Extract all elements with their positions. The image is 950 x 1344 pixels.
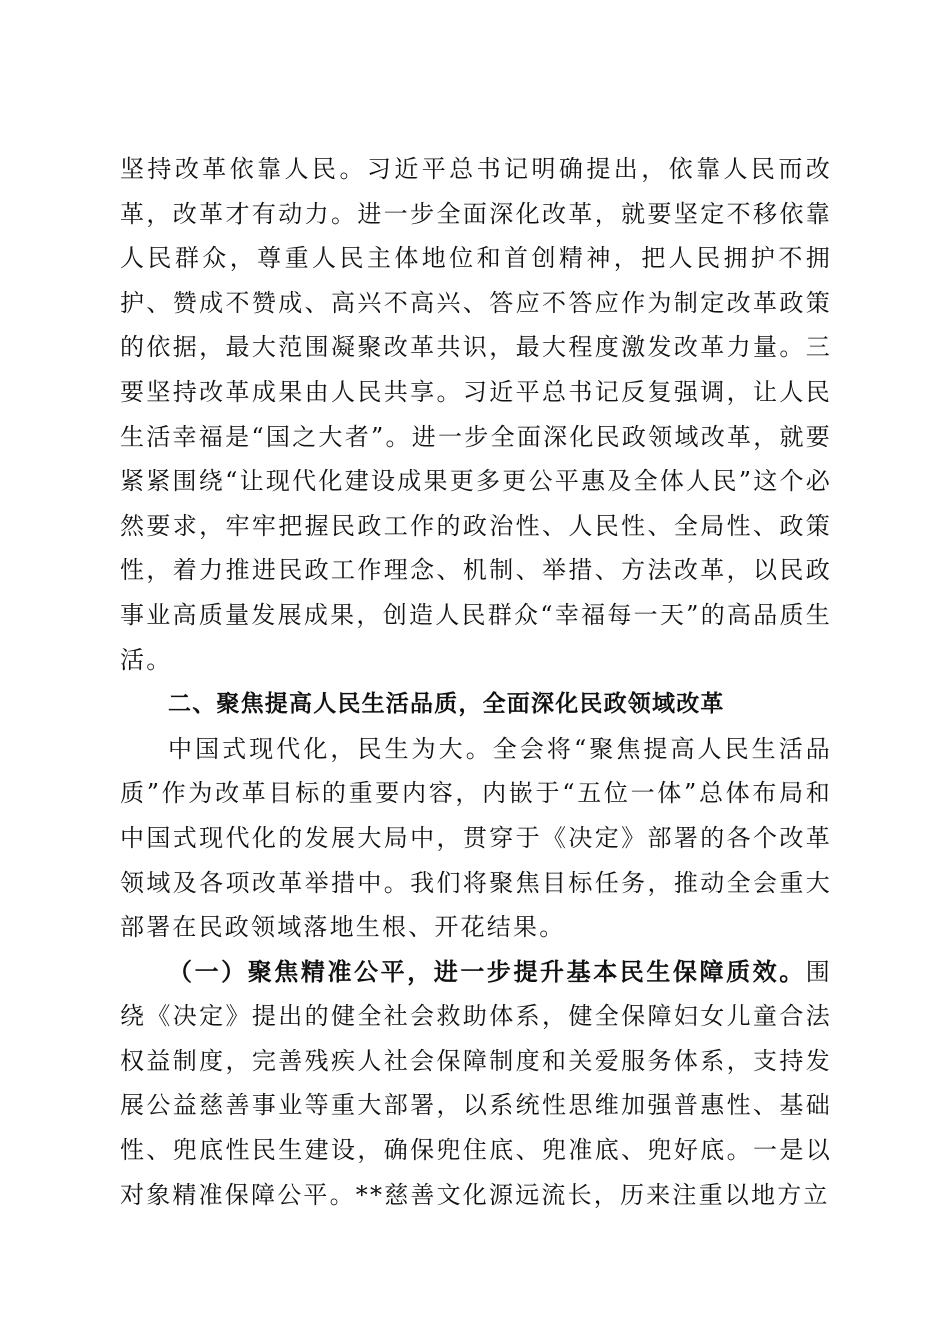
paragraph-subsection-one [120,950,832,1218]
document-body [120,147,832,1217]
subsection-one-body: 围绕《决定》提出的健全社会救助体系，健全保障妇女儿童合法权益制度，完善残疾人社会保障制度和关爱服务体系，支持发展公益慈善事业等重大部署，以系统性思维加强普惠性、基础性、兜底性民生建设，确保兜住底、兜准底、兜好底。一是以对象精准保障公平。**慈善文化源远流长，历来注重以地方立 [120,957,832,1209]
subsection-one-lead: （一）聚焦精准公平，进一步提升基本民生保障质效。 [168,957,806,986]
paragraph-reform-relies-on-people: 坚持改革依靠人民。习近平总书记明确提出，依靠人民而改革，改革才有动力。进一步全面深化改革，就要坚定不移依靠人民群众，尊重人民主体地位和首创精神，把人民拥护不拥护、赞成不赞成、高兴不高兴、答应不答应作为制定改革政策的依据，最大范围凝聚改革共识，最大程度激发改革力量。三要坚持改革成果由人民共享。习近平总书记反复强调，让人民生活幸福是“国之大者”。进一步全面深化民政领域改革，就要紧紧围绕“让现代化建设成果更多更公平惠及全体人民”这个必然要求，牢牢把握民政工作的政治性、人民性、全局性、政策性，着力推进民政工作理念、机制、举措、方法改革，以民政事业高质量发展成果，创造人民群众“幸福每一天”的高品质生活。 [120,155,832,674]
section-heading-two: 二、聚焦提高人民生活品质，全面深化民政领域改革 [168,691,725,718]
paragraph-chinese-modernization: 中国式现代化，民生为大。全会将“聚焦提高人民生活品质”作为改革目标的重要内容，内嵌于“五位一体”总体布局和中国式现代化的发展大局中，贯穿于《决定》部署的各个改革领域及各项改革举措中。我们将聚焦目标任务，推动全会重大部署在民政领域落地生根、开花结果。 [120,734,832,942]
